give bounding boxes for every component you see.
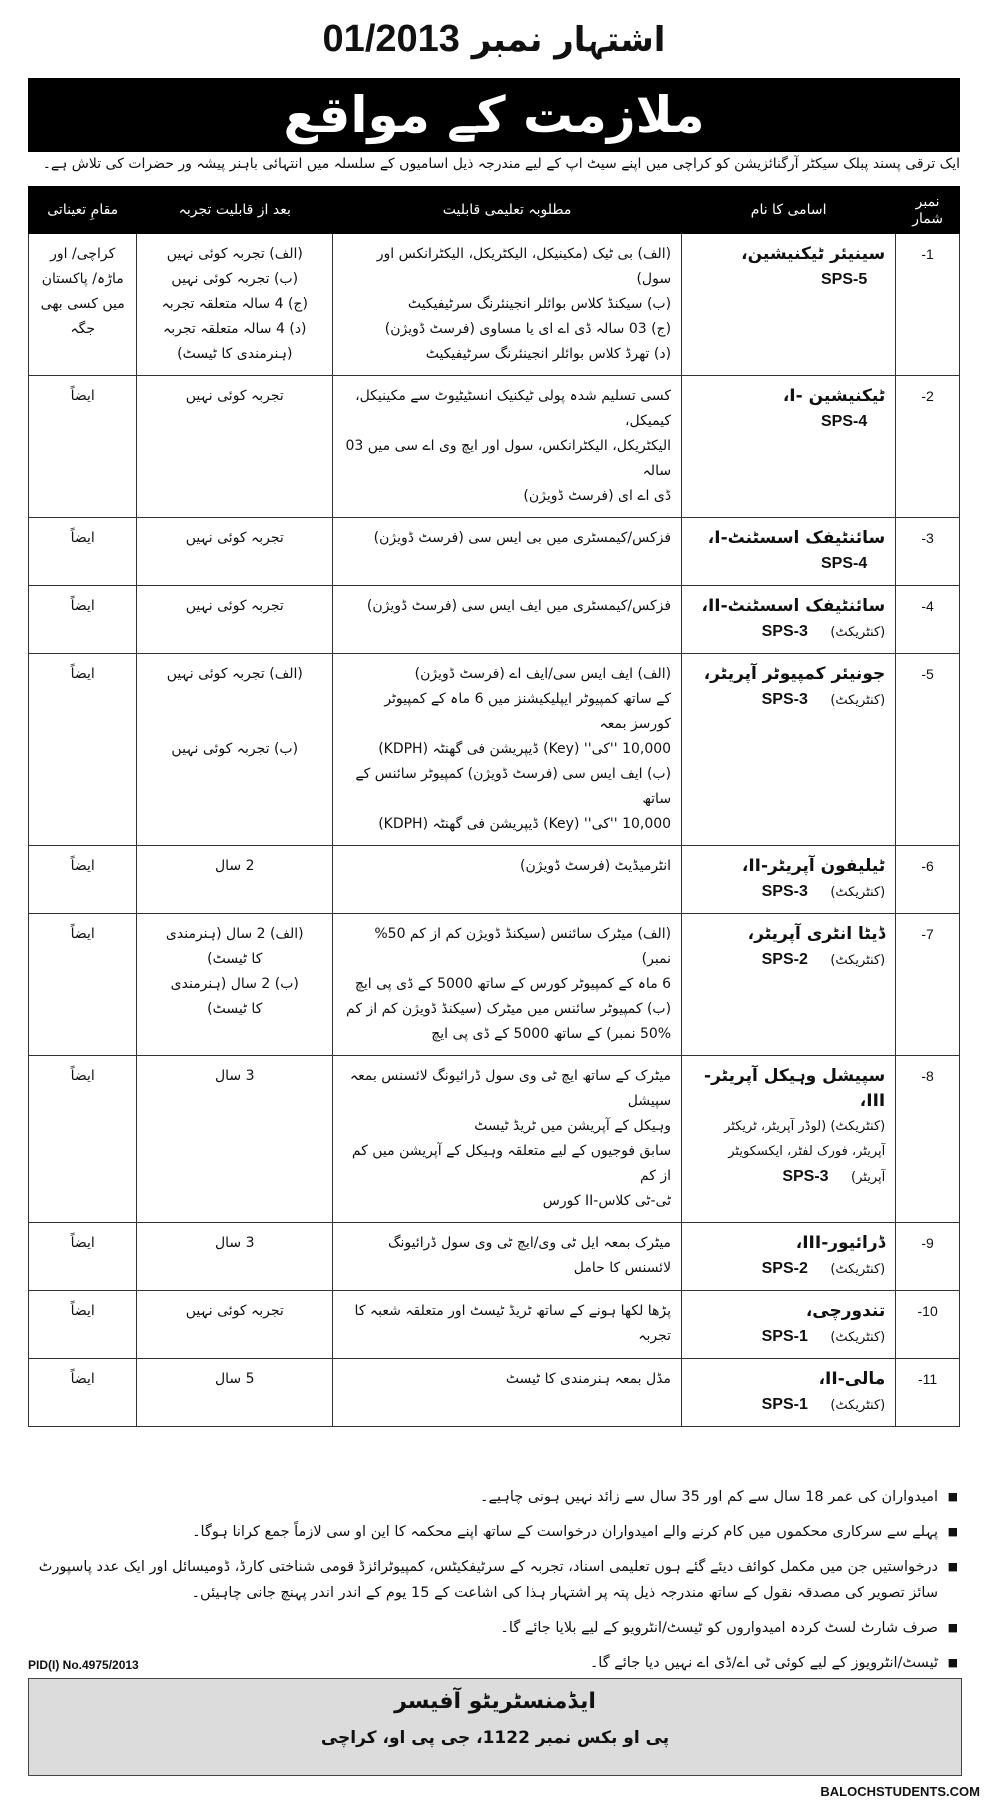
cell-experience: [137, 1291, 333, 1359]
post-grade: SPS-3: [761, 623, 808, 640]
cell-qualification: [333, 846, 682, 914]
cell-qualification: [333, 914, 682, 1056]
office-box: [28, 1678, 962, 1776]
sno-text: 11-: [918, 1371, 938, 1387]
place-text: ایضاً: [70, 666, 95, 682]
cell-qualification: [333, 1223, 682, 1291]
cell-sno: [896, 234, 960, 376]
note-item: ■ پہلے سے سرکاری محکموں میں کام کرنے والے امیدواران درخواست کے ساتھ اپنے محکمہ کا این او سی لازماً جمع کرانا ہوگا۔: [28, 1519, 938, 1545]
post-name: سائنٹیفک اسسٹنٹ-II،: [701, 596, 886, 616]
header-qualification: مطلوبہ تعلیمی قابلیت: [333, 187, 682, 234]
post-grade: SPS-3: [761, 883, 808, 900]
post-name: مالی-II،: [818, 1369, 886, 1389]
cell-post: [682, 1223, 896, 1291]
qualification-line: الیکٹریکل، الیکٹرانکس، سول اور ایچ وی اے سی میں 03 سالہ: [345, 438, 672, 479]
sno-text: 3-: [921, 530, 934, 546]
grade-line: [692, 1392, 885, 1418]
qualification-line: انٹرمیڈیٹ (فرسٹ ڈویژن): [519, 858, 672, 874]
qualification-line: (ج) 03 سالہ ڈی اے ای یا مساوی (فرسٹ ڈویژن): [384, 321, 672, 337]
qualification-line: کے ساتھ کمپیوٹر ایپلیکیشنز میں 6 ماہ کے کمپیوٹر کورسز بمعہ: [384, 691, 672, 732]
title-banner: ملازمت کے مواقع: [28, 78, 960, 152]
sno-text: 7-: [921, 926, 934, 942]
table-row: [29, 1223, 960, 1291]
ad-number: 01/2013: [322, 18, 460, 60]
place-text: ایضاً: [70, 388, 95, 404]
cell-place: [29, 518, 137, 586]
post-grade: SPS-5: [820, 271, 868, 288]
post-grade: SPS-2: [761, 1260, 808, 1277]
cell-experience: [137, 234, 333, 376]
post-grade: SPS-4: [820, 413, 868, 430]
table-row: [29, 376, 960, 518]
cell-post: [682, 1056, 896, 1223]
post-grade: SPS-2: [761, 951, 808, 968]
qualification-line: (ب) کمپیوٹر سائنس میں میٹرک (سیکنڈ ڈویژن کم از کم: [346, 1001, 672, 1017]
cell-sno: [896, 586, 960, 654]
cell-post: [682, 846, 896, 914]
sno-text: 8-: [921, 1068, 934, 1084]
qualification-line: پڑھا لکھا ہونے کے ساتھ ٹریڈ ٹیسٹ اور متعلقہ شعبہ کا تجربہ: [354, 1303, 672, 1344]
cell-place: [29, 376, 137, 518]
grade-line: [692, 1256, 885, 1282]
office-title: ایڈمنسٹریٹو آفیسر: [394, 1689, 596, 1714]
cell-qualification: [333, 1056, 682, 1223]
post-name: سپیشل وہیکل آپریٹر-III،: [704, 1066, 886, 1111]
post-grade: SPS-1: [761, 1328, 808, 1345]
cell-sno: [896, 914, 960, 1056]
header-post: اسامی کا نام: [682, 187, 896, 234]
cell-place: [29, 846, 137, 914]
post-name: تندورچی،: [805, 1301, 886, 1321]
cell-post: [682, 518, 896, 586]
post-name: سائنٹیفک اسسٹنٹ-I،: [707, 528, 886, 548]
qualification-line: میٹرک بمعہ ایل ٹی وی/ایچ ٹی وی سول ڈرائیونگ لائسنس کا حامل: [388, 1235, 672, 1276]
office-address: پی او بکس نمبر 1122، جی پی او، کراچی: [320, 1728, 670, 1748]
grade-line: [692, 879, 885, 905]
sno-text: 6-: [921, 858, 934, 874]
intro-text: ایک ترقی پسند پبلک سیکٹر آرگنائزیشن کو کراچی میں اپنے سیٹ اپ کے لیے مندرجہ ذیل اسامیوں کے سلسلہ میں انتہائی باہنر پیشہ ور حضرات کی تلاش ہے۔: [42, 156, 960, 172]
cell-sno: [896, 1359, 960, 1427]
grade-line: [692, 1324, 885, 1350]
cell-experience: [137, 1223, 333, 1291]
vacancies-table: [28, 186, 960, 1427]
grade-line: [692, 687, 885, 713]
qualification-line: فزکس/کیمسٹری میں ایف ایس سی (فرسٹ ڈویژن): [366, 598, 672, 614]
post-note: (کنٹریکٹ) (لوڈر آپریٹر، ٹریکٹر آپریٹر، فورک لفٹر، ایکسکویٹر آپریٹر): [724, 1119, 886, 1185]
sno-text: 4-: [921, 598, 934, 614]
grade-line: [692, 619, 885, 645]
cell-post: [682, 654, 896, 846]
post-name: ڈیٹا انٹری آپریٹر،: [747, 924, 886, 944]
grade-line: [692, 409, 885, 435]
cell-sno: [896, 1056, 960, 1223]
cell-experience: [137, 518, 333, 586]
table-row: [29, 1291, 960, 1359]
experience-line: (ب) تجربہ کوئی نہیں: [171, 741, 299, 757]
grade-line: [692, 947, 885, 973]
cell-qualification: [333, 586, 682, 654]
qualification-line: میٹرک کے ساتھ ایچ ٹی وی سول ڈرائیونگ لائسنس بمعہ سپیشل: [349, 1068, 672, 1109]
table-row: [29, 586, 960, 654]
cell-place: [29, 914, 137, 1056]
post-note: (کنٹریکٹ): [830, 693, 886, 708]
note-item: ■ صرف شارٹ لسٹ کردہ امیدواروں کو ٹیسٹ/انٹرویو کے لیے بلایا جائے گا۔: [28, 1615, 938, 1641]
post-note: (کنٹریکٹ): [830, 1398, 886, 1413]
cell-experience: [137, 654, 333, 846]
qualification-line: کسی تسلیم شدہ پولی ٹیکنیک انسٹیٹیوٹ سے مکینیکل، کیمیکل،: [355, 388, 672, 429]
notes-section: [28, 1484, 960, 1685]
cell-qualification: [333, 234, 682, 376]
cell-post: [682, 586, 896, 654]
post-note: (کنٹریکٹ): [830, 1262, 886, 1277]
place-text: ایضاً: [70, 926, 95, 942]
post-note: (کنٹریکٹ): [830, 953, 886, 968]
post-note: (کنٹریکٹ): [830, 1330, 886, 1345]
cell-experience: [137, 1359, 333, 1427]
table-row: [29, 518, 960, 586]
grade-line: [692, 267, 885, 293]
sno-text: 2-: [921, 388, 934, 404]
table-body: [29, 234, 960, 1427]
table-row: [29, 846, 960, 914]
experience-line: 3 سال: [214, 1235, 255, 1251]
qualification-line: (ب) ایف ایس سی (فرسٹ ڈویژن) کمپیوٹر سائنس کے ساتھ: [355, 766, 672, 807]
qualification-line: (الف) میٹرک سائنس (سیکنڈ ڈویژن کم از کم 50% نمبر): [374, 926, 672, 967]
qualification-line: (د) تھرڈ کلاس بوائلر انجینئرنگ سرٹیفیکیٹ: [425, 346, 672, 362]
experience-line: (ب) 2 سال (ہنرمندی: [170, 976, 299, 992]
cell-post: [682, 376, 896, 518]
experience-line: تجربہ کوئی نہیں: [185, 388, 284, 404]
experience-line: (الف) تجربہ کوئی نہیں: [166, 246, 303, 262]
cell-qualification: [333, 654, 682, 846]
place-text: ایضاً: [70, 1068, 95, 1084]
place-text: ایضاً: [70, 1371, 95, 1387]
sno-text: 9-: [921, 1235, 934, 1251]
place-text: ایضاً: [70, 858, 95, 874]
cell-place: [29, 1291, 137, 1359]
cell-qualification: [333, 1359, 682, 1427]
ad-number-heading: [0, 18, 988, 61]
post-name: ٹیکنیشین -I،: [782, 386, 886, 406]
qualification-line: ٹی-ٹی کلاس-II کورس: [542, 1193, 672, 1209]
experience-line: (الف) تجربہ کوئی نہیں: [166, 666, 303, 682]
cell-place: [29, 654, 137, 846]
cell-sno: [896, 376, 960, 518]
experience-line: کا ٹیسٹ): [207, 1001, 263, 1017]
experience-line: [147, 712, 322, 737]
post-name: سینیئر ٹیکنیشین،: [741, 244, 886, 264]
cell-post: [682, 1359, 896, 1427]
place-text: ایضاً: [70, 598, 95, 614]
header-experience: بعد از قابلیت تجربہ: [137, 187, 333, 234]
post-grade: SPS-1: [761, 1396, 808, 1413]
experience-line: (الف) 2 سال (ہنرمندی: [165, 926, 304, 942]
sno-text: 5-: [921, 666, 934, 682]
cell-place: [29, 1359, 137, 1427]
cell-experience: [137, 846, 333, 914]
cell-place: [29, 1056, 137, 1223]
post-grade: SPS-4: [820, 555, 868, 572]
qualification-line: (الف) بی ٹیک (مکینیکل، الیکٹریکل، الیکٹرانکس اور سول): [376, 246, 672, 287]
cell-sno: [896, 1291, 960, 1359]
post-name: ٹیلیفون آپریٹر-II،: [741, 856, 886, 876]
experience-line: 5 سال: [214, 1371, 255, 1387]
qualification-line: ڈی اے ای (فرسٹ ڈویژن): [523, 488, 672, 504]
cell-sno: [896, 654, 960, 846]
sno-text: 1-: [921, 246, 934, 262]
post-note: (کنٹریکٹ): [830, 885, 886, 900]
table-row: [29, 654, 960, 846]
qualification-line: 50% نمبر) کے ساتھ 5000 کے ڈی پی ایچ: [431, 1026, 672, 1042]
qualification-line: مڈل بمعہ ہنرمندی کا ٹیسٹ: [505, 1371, 672, 1387]
qualification-line: 10,000 ''کی'' (Key) ڈیپریشن فی گھنٹہ (KDPH): [378, 816, 672, 832]
grade-line: [692, 551, 885, 577]
experience-line: (ب) تجربہ کوئی نہیں: [171, 271, 299, 287]
qualification-line: فزکس/کیمسٹری میں بی ایس سی (فرسٹ ڈویژن): [373, 530, 672, 546]
cell-qualification: [333, 1291, 682, 1359]
post-name: جونیئر کمپیوٹر آپریٹر،: [703, 664, 886, 684]
qualification-line: (ب) سیکنڈ کلاس بوائلر انجینئرنگ سرٹیفیکیٹ: [407, 296, 672, 312]
qualification-line: 10,000 ''کی'' (Key) ڈیپریشن فی گھنٹہ (KDPH): [378, 741, 672, 757]
cell-sno: [896, 518, 960, 586]
experience-line: 2 سال: [214, 858, 255, 874]
cell-experience: [137, 914, 333, 1056]
experience-line: (ہنرمندی کا ٹیسٹ): [177, 346, 293, 362]
table-header-row: [29, 187, 960, 234]
place-text: ایضاً: [70, 1235, 95, 1251]
table-row: [29, 234, 960, 376]
brand-watermark: BALOCHSTUDENTS.COM: [820, 1784, 980, 1799]
grade-line: [692, 1114, 885, 1190]
cell-experience: [137, 376, 333, 518]
cell-place: [29, 586, 137, 654]
cell-qualification: [333, 376, 682, 518]
place-text: ایضاً: [70, 1303, 95, 1319]
experience-line: (د) 4 سالہ متعلقہ تجربہ: [163, 321, 307, 337]
note-item: ■ ٹیسٹ/انٹرویوز کے لیے کوئی ٹی اے/ڈی اے نہیں دیا جائے گا۔: [28, 1650, 938, 1676]
cell-place: [29, 234, 137, 376]
qualification-line: وہیکل کے آپریشن میں ٹریڈ ٹیسٹ: [474, 1118, 672, 1134]
ad-label: اشتہار نمبر: [471, 20, 666, 60]
cell-sno: [896, 846, 960, 914]
post-grade: SPS-3: [782, 1168, 829, 1185]
cell-experience: [137, 1056, 333, 1223]
experience-line: 3 سال: [214, 1068, 255, 1084]
experience-line: [147, 687, 322, 712]
note-item: ■ درخواستیں جن میں مکمل کوائف دیئے گئے ہوں تعلیمی اسناد، تجربہ کے سرٹیفکیٹس، کمپیوٹرائزڈ قومی شناختی کارڈ، ڈومیسائل اور ایک عدد پاسپورٹ سائز تصویر کی مصدقہ نقول کے ساتھ مندرجہ ذیل پتہ پر اشتہار ہذا کی اشاعت کے 15 یوم کے اندر اندر پہنچ جانی چاہیئں۔: [28, 1554, 938, 1606]
cell-sno: [896, 1223, 960, 1291]
cell-qualification: [333, 518, 682, 586]
table-row: [29, 914, 960, 1056]
post-note: (کنٹریکٹ): [830, 625, 886, 640]
experience-line: تجربہ کوئی نہیں: [185, 1303, 284, 1319]
experience-line: تجربہ کوئی نہیں: [185, 598, 284, 614]
cell-post: [682, 1291, 896, 1359]
note-item: ■ امیدواران کی عمر 18 سال سے کم اور 35 سال سے زائد نہیں ہونی چاہیے۔: [28, 1484, 938, 1510]
cell-post: [682, 234, 896, 376]
qualification-line: سابق فوجیوں کے لیے متعلقہ وہیکل کے آپریشن میں کم از کم: [351, 1143, 672, 1184]
notes-list: [28, 1484, 960, 1676]
sno-text: 10-: [917, 1303, 938, 1319]
place-text: ایضاً: [70, 530, 95, 546]
qualification-line: (الف) ایف ایس سی/ایف اے (فرسٹ ڈویژن): [414, 666, 672, 682]
qualification-line: 6 ماہ کے کمپیوٹر کورس کے ساتھ 5000 کے ڈی پی ایچ: [354, 976, 672, 992]
header-place: مقامِ تعیناتی: [29, 187, 137, 234]
cell-post: [682, 914, 896, 1056]
table-row: [29, 1359, 960, 1427]
experience-line: تجربہ کوئی نہیں: [185, 530, 284, 546]
experience-line: کا ٹیسٹ): [207, 951, 263, 967]
table-row: [29, 1056, 960, 1223]
place-text: کراچی/ اور ماڑہ/ پاکستان میں کسی بھی جگہ: [40, 246, 125, 337]
post-grade: SPS-3: [761, 691, 808, 708]
post-name: ڈرائیور-III،: [795, 1233, 886, 1253]
pid-number: PID(I) No.4975/2013: [28, 1658, 139, 1672]
cell-place: [29, 1223, 137, 1291]
cell-experience: [137, 586, 333, 654]
header-sno: نمبر شمار: [896, 187, 960, 234]
experience-line: (ج) 4 سالہ متعلقہ تجربہ: [161, 296, 308, 312]
